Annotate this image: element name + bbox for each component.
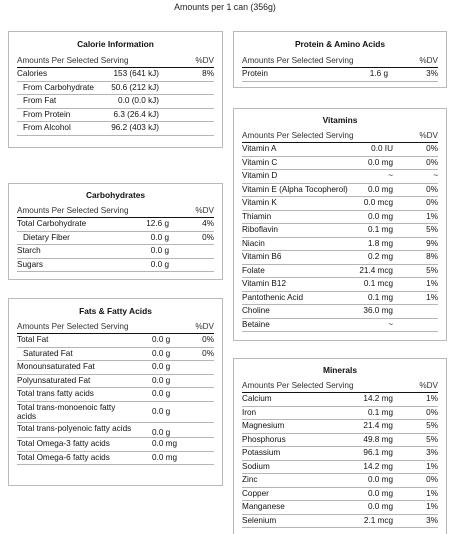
daily-value-percent: 0% xyxy=(426,184,438,194)
table-row xyxy=(242,292,438,306)
nutrient-name: Zinc xyxy=(242,475,258,484)
daily-value-percent: 3% xyxy=(426,69,438,78)
panel-title: Carbohydrates xyxy=(85,190,146,200)
nutrient-name: Vitamin B6 xyxy=(242,252,282,261)
table-row xyxy=(242,461,438,475)
protein-rows xyxy=(234,68,446,82)
nutrient-value: 0.0 IU xyxy=(371,144,393,153)
protein-amino-acids-panel xyxy=(233,31,447,88)
table-header xyxy=(242,130,438,143)
nutrient-value: 0.0 g xyxy=(152,389,171,398)
nutrient-name: From Carbohydrate xyxy=(23,82,94,92)
nutrient-name: Dietary Fiber xyxy=(23,232,70,242)
daily-value-percent: 1% xyxy=(426,211,438,221)
dv-header: %DV xyxy=(419,131,438,140)
nutrient-value: 0.0 g xyxy=(152,427,171,437)
panel-title: Fats & Fatty Acids xyxy=(79,306,152,316)
table-row xyxy=(242,251,438,265)
table-row xyxy=(242,515,438,529)
panel-title: Minerals xyxy=(323,365,357,375)
nutrient-value: 21.4 mcg xyxy=(359,265,393,275)
column-header: Amounts Per Selected Serving xyxy=(242,381,354,390)
table-row xyxy=(242,143,438,157)
nutrient-name: Vitamin C xyxy=(242,157,278,167)
nutrient-value: 0.0 g xyxy=(152,362,171,371)
nutrient-name: Vitamin A xyxy=(242,144,277,153)
nutrient-value: 153 (641 kJ) xyxy=(113,69,159,78)
minerals-panel xyxy=(233,358,447,534)
table-row xyxy=(242,68,438,82)
nutrient-name: Manganese xyxy=(242,502,285,511)
panel-title: Calorie Information xyxy=(77,39,154,49)
table-row xyxy=(242,474,438,488)
daily-value-percent: 9% xyxy=(426,238,438,248)
calorie-rows xyxy=(9,68,222,136)
fats-fatty-acids-panel xyxy=(8,298,223,486)
nutrient-name: Total trans-monoenoic fatty acids xyxy=(17,402,116,421)
daily-value-percent: 5% xyxy=(426,225,438,234)
nutrient-value: 0.0 mg xyxy=(367,157,393,167)
nutrient-name: Riboflavin xyxy=(242,225,278,234)
dv-header: %DV xyxy=(195,206,214,215)
table-row xyxy=(17,375,214,389)
table-row xyxy=(17,334,214,348)
nutrient-value: 50.6 (212 kJ) xyxy=(111,82,159,92)
table-header xyxy=(17,321,214,334)
column-header: Amounts Per Selected Serving xyxy=(17,322,129,331)
panel-title: Vitamins xyxy=(322,115,358,125)
daily-value-percent: 0% xyxy=(426,475,438,484)
nutrient-value: 21.4 mg xyxy=(363,421,393,430)
daily-value-percent: 0% xyxy=(202,335,214,344)
table-row xyxy=(242,393,438,407)
nutrient-value: ~ xyxy=(388,171,393,180)
nutrient-value: 36.0 mg xyxy=(363,306,393,315)
nutrient-name: Vitamin D xyxy=(242,171,278,180)
table-row xyxy=(242,197,438,211)
table-header xyxy=(242,55,438,68)
daily-value-percent: 0% xyxy=(426,144,438,153)
table-header xyxy=(17,55,214,68)
nutrient-value: 1.6 g xyxy=(369,69,388,78)
table-row xyxy=(242,305,438,319)
table-row xyxy=(17,82,214,96)
table-row xyxy=(242,319,438,333)
table-row xyxy=(17,402,214,423)
nutrient-value: 0.0 mg xyxy=(367,502,393,511)
daily-value-percent: 8% xyxy=(202,69,214,78)
nutrient-name: Total Fat xyxy=(17,335,49,344)
carbs-rows xyxy=(9,218,222,272)
nutrient-value: 0.0 mcg xyxy=(363,198,393,207)
daily-value-percent: 1% xyxy=(426,292,438,302)
nutrient-value: 0.0 g xyxy=(150,232,169,242)
table-row xyxy=(242,278,438,292)
table-row xyxy=(17,68,214,82)
table-row xyxy=(242,407,438,421)
table-row xyxy=(242,224,438,238)
nutrient-value: 49.8 mg xyxy=(363,434,393,444)
table-row xyxy=(17,452,214,466)
table-row xyxy=(242,447,438,461)
nutrient-name: Potassium xyxy=(242,448,281,457)
nutrient-value: 0.0 (0.0 kJ) xyxy=(118,96,159,105)
nutrient-name: Niacin xyxy=(242,238,265,248)
nutrient-value: 0.0 g xyxy=(152,375,171,385)
nutrient-name: Iron xyxy=(242,407,257,417)
nutrient-name: Vitamin E (Alpha Tocopherol) xyxy=(242,184,348,194)
table-row xyxy=(242,170,438,184)
daily-value-percent: 0% xyxy=(202,232,214,242)
vitamins-panel xyxy=(233,108,447,341)
table-row xyxy=(242,501,438,515)
daily-value-percent: 5% xyxy=(426,265,438,275)
table-row xyxy=(17,388,214,402)
nutrient-value: 0.1 mg xyxy=(367,225,393,234)
nutrient-name: Magnesium xyxy=(242,421,285,430)
nutrient-value: 0.1 mg xyxy=(367,407,393,417)
daily-value-percent: 1% xyxy=(426,279,438,288)
nutrient-value: 96.2 (403 kJ) xyxy=(111,123,159,132)
nutrient-name: Saturated Fat xyxy=(23,348,73,358)
nutrient-value: 1.8 mg xyxy=(367,238,393,248)
nutrient-name: Sodium xyxy=(242,461,270,471)
nutrient-value: 0.0 g xyxy=(152,406,171,416)
nutrient-name: From Fat xyxy=(23,96,57,105)
daily-value-percent: 3% xyxy=(426,515,438,525)
nutrient-name: Sugars xyxy=(17,259,43,269)
table-row xyxy=(242,434,438,448)
nutrient-value: 0.0 mg xyxy=(152,452,178,462)
nutrient-value: 6.3 (26.4 kJ) xyxy=(113,109,159,119)
table-row xyxy=(17,109,214,123)
vitamins-rows xyxy=(234,143,446,332)
nutrient-name: Vitamin B12 xyxy=(242,279,286,288)
nutrient-name: Total Omega-6 fatty acids xyxy=(17,452,110,462)
dv-header: %DV xyxy=(419,381,438,390)
table-row xyxy=(17,218,214,232)
daily-value-percent: 0% xyxy=(426,407,438,417)
daily-value-percent: 0% xyxy=(426,157,438,167)
nutrient-value: 0.2 mg xyxy=(367,252,393,261)
daily-value-percent: 3% xyxy=(426,448,438,457)
nutrient-name: From Protein xyxy=(23,109,71,119)
nutrient-value: 96.1 mg xyxy=(363,448,393,457)
nutrient-value: 0.0 mg xyxy=(367,211,393,221)
calorie-information-panel xyxy=(8,31,223,148)
nutrient-name: Selenium xyxy=(242,515,277,525)
daily-value-percent: 8% xyxy=(426,252,438,261)
table-row xyxy=(17,122,214,136)
table-row xyxy=(242,488,438,502)
nutrient-value: 0.1 mg xyxy=(367,292,393,302)
nutrient-value: 0.1 mcg xyxy=(363,279,393,288)
table-row xyxy=(17,423,214,439)
table-row xyxy=(17,348,214,362)
daily-value-percent: 1% xyxy=(426,394,438,403)
panel-title: Protein & Amino Acids xyxy=(294,39,386,49)
table-row xyxy=(242,211,438,225)
nutrient-name: Pantothenic Acid xyxy=(242,292,303,302)
dv-header: %DV xyxy=(419,56,438,65)
daily-value-percent: 0% xyxy=(426,198,438,207)
nutrient-name: Polyunsaturated Fat xyxy=(17,375,91,385)
table-header xyxy=(17,205,214,218)
daily-value-percent: 4% xyxy=(202,219,214,228)
nutrient-name: Starch xyxy=(17,246,41,255)
column-header: Amounts Per Selected Serving xyxy=(17,206,129,215)
column-header: Amounts Per Selected Serving xyxy=(242,131,354,140)
table-row xyxy=(242,157,438,171)
page-header: Amounts per 1 can (356g) xyxy=(174,2,276,12)
fats-rows xyxy=(9,334,222,465)
nutrient-value: 0.0 mg xyxy=(367,184,393,194)
carbohydrates-panel xyxy=(8,183,223,280)
table-row xyxy=(242,420,438,434)
nutrient-name: Total Omega-3 fatty acids xyxy=(17,439,110,448)
daily-value-percent: 1% xyxy=(426,502,438,511)
table-row xyxy=(17,232,214,246)
nutrient-name: Calcium xyxy=(242,394,272,403)
nutrient-name: Protein xyxy=(242,69,268,78)
table-row xyxy=(17,245,214,259)
daily-value-percent: 1% xyxy=(426,461,438,471)
daily-value-percent: 1% xyxy=(426,488,438,498)
nutrient-name: Copper xyxy=(242,488,269,498)
nutrient-value: ~ xyxy=(388,319,393,329)
nutrient-value: 0.0 g xyxy=(150,246,169,255)
minerals-rows xyxy=(234,393,446,528)
nutrient-name: Choline xyxy=(242,306,270,315)
nutrient-value: 12.6 g xyxy=(146,219,169,228)
nutrient-name: Total trans-polyenoic fatty acids xyxy=(17,423,132,433)
nutrient-name: Total Carbohydrate xyxy=(17,219,87,228)
nutrient-value: 14.2 mg xyxy=(363,461,393,471)
nutrient-name: Calories xyxy=(17,69,48,78)
column-header: Amounts Per Selected Serving xyxy=(242,56,354,65)
nutrient-name: Thiamin xyxy=(242,211,272,221)
table-row xyxy=(242,265,438,279)
nutrient-value: 0.0 g xyxy=(152,348,171,358)
nutrient-name: Phosphorus xyxy=(242,434,286,444)
nutrient-value: 0.0 mg xyxy=(152,439,178,448)
nutrient-value: 14.2 mg xyxy=(363,394,393,403)
nutrient-value: 0.0 mg xyxy=(367,475,393,484)
table-row xyxy=(242,184,438,198)
table-row xyxy=(242,238,438,252)
daily-value-percent: ~ xyxy=(433,171,438,180)
nutrient-name: Vitamin K xyxy=(242,198,277,207)
dv-header: %DV xyxy=(195,322,214,331)
table-row xyxy=(17,361,214,375)
nutrient-value: 2.1 mcg xyxy=(363,515,393,525)
nutrient-value: 0.0 g xyxy=(152,335,171,344)
daily-value-percent: 5% xyxy=(426,421,438,430)
nutrient-value: 0.0 mg xyxy=(367,488,393,498)
column-header: Amounts Per Selected Serving xyxy=(17,56,129,65)
nutrient-name: Betaine xyxy=(242,319,270,329)
table-row xyxy=(17,438,214,452)
nutrient-name: Monounsaturated Fat xyxy=(17,362,95,371)
table-row xyxy=(17,95,214,109)
table-header xyxy=(242,380,438,393)
daily-value-percent: 5% xyxy=(426,434,438,444)
daily-value-percent: 0% xyxy=(202,348,214,358)
nutrient-name: Folate xyxy=(242,265,265,275)
nutrient-name: From Alcohol xyxy=(23,123,71,132)
dv-header: %DV xyxy=(195,56,214,65)
nutrient-name: Total trans fatty acids xyxy=(17,389,94,398)
table-row xyxy=(17,259,214,273)
nutrient-value: 0.0 g xyxy=(150,259,169,269)
